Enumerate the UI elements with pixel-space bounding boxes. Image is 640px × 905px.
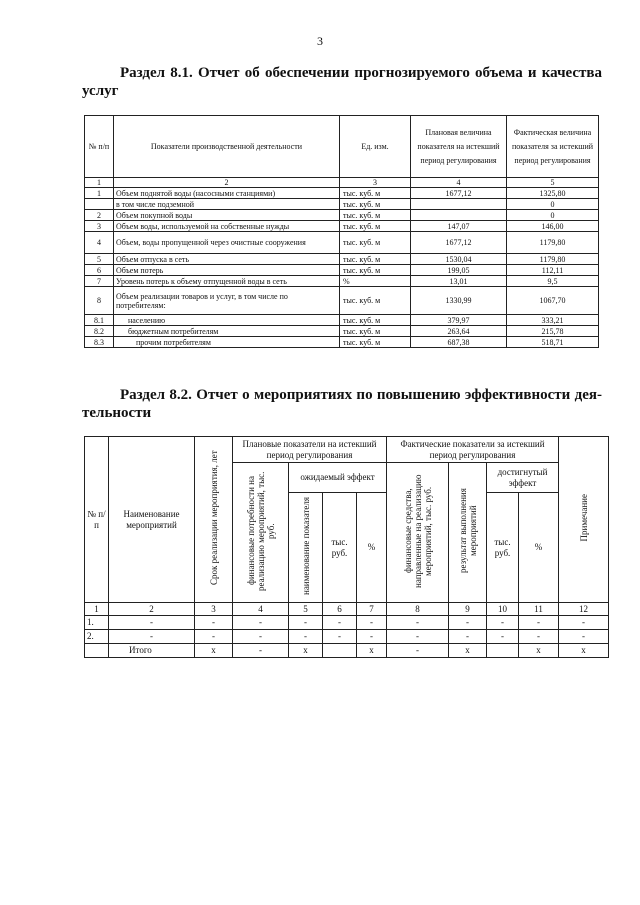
cell: x <box>449 644 487 658</box>
header-planned: Плановая величина показателя на истекший период регулирования <box>411 116 507 178</box>
col-number: 8 <box>387 603 449 616</box>
row-planned: 1677,12 <box>411 188 507 199</box>
row-indicator: бюджетным потребителям <box>114 326 340 337</box>
cell: - <box>195 630 233 644</box>
cell: - <box>487 630 519 644</box>
header-no: № п/п <box>85 437 109 603</box>
row-actual: 1325,80 <box>507 188 599 199</box>
row-indicator: Объем потерь <box>114 265 340 276</box>
col-number: 4 <box>411 178 507 188</box>
row-unit: тыс. куб. м <box>340 221 411 232</box>
row-planned: 1530,04 <box>411 254 507 265</box>
cell: x <box>195 644 233 658</box>
header-plan-finance-text: финансовые потребности на реализацию мероприятий, тыс. руб. <box>245 471 276 591</box>
table-row <box>85 326 599 337</box>
header-fact-finance-text: финансовые средства, направленные на реализацию мероприятий, тыс. руб. <box>402 474 433 588</box>
cell: - <box>323 630 357 644</box>
row-no: 5 <box>85 254 114 265</box>
row-actual: 0 <box>507 199 599 210</box>
col-number: 7 <box>357 603 387 616</box>
row-indicator: Объем воды, используемой на собственные нужды <box>114 221 340 232</box>
total-row <box>85 644 609 658</box>
row-no: 7 <box>85 276 114 287</box>
row-actual: 333,21 <box>507 315 599 326</box>
table-row <box>85 287 599 315</box>
cell <box>487 644 519 658</box>
efficiency-measures-table <box>84 436 609 658</box>
row-indicator: населению <box>114 315 340 326</box>
cell: - <box>109 630 195 644</box>
table-row <box>85 210 599 221</box>
row-actual: 0 <box>507 210 599 221</box>
row-indicator: Объем отпуска в сеть <box>114 254 340 265</box>
table-row <box>85 337 599 348</box>
cell: - <box>487 616 519 630</box>
header-actual: Фактическая величина показателя за истекший период регулирования <box>507 116 599 178</box>
row-unit: тыс. куб. м <box>340 199 411 210</box>
header-planned-group: Плановые показатели на истекший период регулирования <box>233 437 387 463</box>
row-actual: 146,00 <box>507 221 599 232</box>
row-no: 8 <box>85 287 114 315</box>
row-actual: 1067,70 <box>507 287 599 315</box>
section-8-1-title-line2: услуг <box>82 83 119 99</box>
col-number: 10 <box>487 603 519 616</box>
column-numbers-row <box>85 178 599 188</box>
col-number: 2 <box>109 603 195 616</box>
row-actual: 1179,80 <box>507 254 599 265</box>
row-indicator: Уровень потерь к объему отпущенной воды в сеть <box>114 276 340 287</box>
cell: - <box>387 616 449 630</box>
row-no: 6 <box>85 265 114 276</box>
row-indicator: Объем поднятой воды (насосными станциями) <box>114 188 340 199</box>
col-number: 4 <box>233 603 289 616</box>
cell: x <box>559 644 609 658</box>
cell: 1. <box>85 616 109 630</box>
row-no: 8.2 <box>85 326 114 337</box>
col-number: 9 <box>449 603 487 616</box>
cell: - <box>559 630 609 644</box>
row-actual: 1179,80 <box>507 232 599 254</box>
col-number: 2 <box>114 178 340 188</box>
row-indicator: Объем, воды пропущенной через очистные сооружения <box>114 232 340 254</box>
cell: - <box>519 630 559 644</box>
row-planned: 147,07 <box>411 221 507 232</box>
header-indicator-name-text: наименование показателя <box>300 496 311 596</box>
header-result-text: результат выполнения мероприятий <box>457 488 478 574</box>
row-planned: 13,01 <box>411 276 507 287</box>
production-indicators-table <box>84 115 599 348</box>
table-row <box>85 232 599 254</box>
row-unit: тыс. куб. м <box>340 337 411 348</box>
header-note <box>559 437 609 603</box>
header-note-text: Примечание <box>578 494 589 542</box>
col-number: 5 <box>289 603 323 616</box>
row-planned <box>411 199 507 210</box>
col-number: 6 <box>323 603 357 616</box>
row-no: 4 <box>85 232 114 254</box>
header-result <box>449 463 487 603</box>
cell: x <box>357 644 387 658</box>
header-expected-effect: ожидаемый эффект <box>289 463 387 493</box>
cell: - <box>233 644 289 658</box>
col-number: 3 <box>340 178 411 188</box>
header-percent: % <box>357 493 387 603</box>
header-unit: Ед. изм. <box>340 116 411 178</box>
col-number: 1 <box>85 178 114 188</box>
cell: - <box>357 630 387 644</box>
cell: x <box>289 644 323 658</box>
cell: - <box>233 616 289 630</box>
section-8-2-title-line2: тельности <box>82 405 152 421</box>
cell: - <box>559 616 609 630</box>
header-no: № п/п <box>85 116 114 178</box>
total-label: Итого <box>109 644 195 658</box>
row-no: 2 <box>85 210 114 221</box>
table-row <box>85 188 599 199</box>
row-indicator: в том числе подземной <box>114 199 340 210</box>
header-indicator-name <box>289 493 323 603</box>
cell: x <box>519 644 559 658</box>
row-unit: % <box>340 276 411 287</box>
row-planned <box>411 210 507 221</box>
cell: - <box>289 616 323 630</box>
header-fact-finance <box>387 463 449 603</box>
row-planned: 263,64 <box>411 326 507 337</box>
table-row <box>85 616 609 630</box>
column-numbers-row <box>85 603 609 616</box>
header-indicator: Показатели производственной деятельности <box>114 116 340 178</box>
cell: - <box>109 616 195 630</box>
row-unit: тыс. куб. м <box>340 188 411 199</box>
cell: - <box>387 644 449 658</box>
table-row <box>85 315 599 326</box>
header-achieved-effect: достигнутый эффект <box>487 463 559 493</box>
row-no: 3 <box>85 221 114 232</box>
col-number: 5 <box>507 178 599 188</box>
row-unit: тыс. куб. м <box>340 254 411 265</box>
table-row <box>85 221 599 232</box>
row-no: 8.1 <box>85 315 114 326</box>
row-indicator: прочим потребителям <box>114 337 340 348</box>
header-thous-rub: тыс. руб. <box>323 493 357 603</box>
col-number: 3 <box>195 603 233 616</box>
col-number: 1 <box>85 603 109 616</box>
cell: - <box>357 616 387 630</box>
cell: 2. <box>85 630 109 644</box>
row-unit: тыс. куб. м <box>340 232 411 254</box>
header-plan-finance <box>233 463 289 603</box>
row-actual: 9,5 <box>507 276 599 287</box>
row-indicator: Объем реализации товаров и услуг, в том числе по потребителям: <box>114 287 340 315</box>
table-row <box>85 630 609 644</box>
cell: - <box>233 630 289 644</box>
row-no: 1 <box>85 188 114 199</box>
row-actual: 215,78 <box>507 326 599 337</box>
header-actual-group: Фактические показатели за истекший период регулирования <box>387 437 559 463</box>
header-percent-2: % <box>519 493 559 603</box>
table-row <box>85 265 599 276</box>
row-no <box>85 199 114 210</box>
row-unit: тыс. куб. м <box>340 326 411 337</box>
cell: - <box>449 616 487 630</box>
cell: - <box>323 616 357 630</box>
row-actual: 112,11 <box>507 265 599 276</box>
section-8-2-title-line1: Раздел 8.2. Отчет о мероприятиях по повышению эффективности дея- <box>120 387 602 403</box>
table-row <box>85 276 599 287</box>
row-planned: 1330,99 <box>411 287 507 315</box>
cell: - <box>519 616 559 630</box>
row-unit: тыс. куб. м <box>340 210 411 221</box>
cell: - <box>449 630 487 644</box>
header-term-text: Срок реализации мероприятия, лет <box>208 450 219 586</box>
header-term <box>195 437 233 603</box>
row-unit: тыс. куб. м <box>340 265 411 276</box>
row-planned: 1677,12 <box>411 232 507 254</box>
header-thous-rub-2: тыс. руб. <box>487 493 519 603</box>
col-number: 12 <box>559 603 609 616</box>
row-unit: тыс. куб. м <box>340 287 411 315</box>
section-8-2-title <box>82 386 602 422</box>
page-number: 3 <box>317 34 323 48</box>
col-number: 11 <box>519 603 559 616</box>
row-planned: 687,38 <box>411 337 507 348</box>
cell: - <box>289 630 323 644</box>
cell: - <box>387 630 449 644</box>
cell <box>323 644 357 658</box>
table-row <box>85 199 599 210</box>
row-no: 8.3 <box>85 337 114 348</box>
row-unit: тыс. куб. м <box>340 315 411 326</box>
row-planned: 379,97 <box>411 315 507 326</box>
row-indicator: Объем покупной воды <box>114 210 340 221</box>
section-8-1-title <box>82 64 602 100</box>
section-8-1-title-line1: Раздел 8.1. Отчет об обеспечении прогнозируемого объема и качества <box>120 65 602 81</box>
table-row <box>85 254 599 265</box>
row-planned: 199,05 <box>411 265 507 276</box>
cell <box>85 644 109 658</box>
header-name: Наименование мероприятий <box>109 437 195 603</box>
row-actual: 518,71 <box>507 337 599 348</box>
cell: - <box>195 616 233 630</box>
